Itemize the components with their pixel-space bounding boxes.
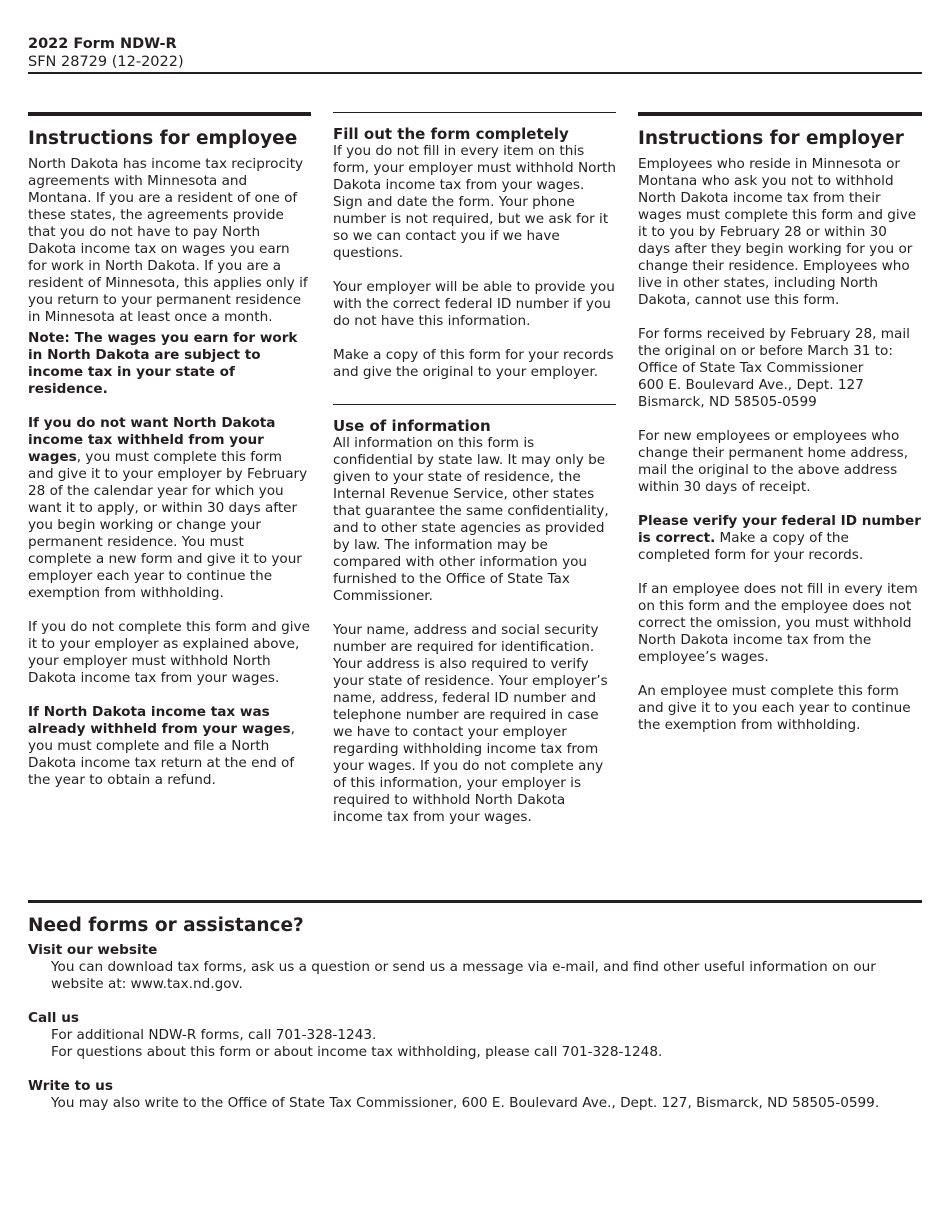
employee-no-withholding-rest: , you must complete this form and give it to your employer by February 28 of the calendar year for which you want it to apply, or within 30 days after you begin working or change your permanent residence. You must complete a new form and give it to your employer each year to continue the exemption from withholding. bbox=[28, 449, 308, 601]
website-label-text: Visit our website bbox=[28, 942, 158, 958]
form-title: 2022 Form NDW-R bbox=[28, 36, 177, 52]
employer-paragraph-1: Employees who reside in Minnesota or Montana who ask you not to withhold North Dakota income tax from their wages must complete this form and give it to you by February 28 or within 30 days after they begin working for you or change their residence. Employees who live in other states, including North Dakota, cannot use this form. bbox=[638, 156, 917, 308]
call-line-2: For questions about this form or about income tax withholding, please call 701-328-1248. bbox=[51, 1044, 663, 1060]
employer-paragraph-6: An employee must complete this form and give it to you each year to continue the exemption from withholding. bbox=[638, 683, 911, 733]
employee-not-completed: If you do not complete this form and give it to your employer as explained above, your employer must withhold North Dakota income tax from your wages. bbox=[28, 619, 310, 686]
employer-mailing-office: Office of State Tax Commissioner bbox=[638, 360, 864, 376]
employer-verify-id bbox=[638, 513, 922, 564]
employee-instructions-column bbox=[28, 112, 311, 789]
employee-no-withholding-bold: If you do not want North Dakota income tax withheld from your wages bbox=[28, 415, 276, 465]
call-line-1: For additional NDW-R forms, call 701-328-1243. bbox=[51, 1027, 377, 1043]
employer-mailing-instructions: For forms received by February 28, mail the original on or before March 31 to: bbox=[638, 326, 910, 359]
write-label-text: Write to us bbox=[28, 1078, 113, 1094]
employee-heading: Instructions for employee bbox=[28, 128, 298, 149]
fill-paragraph-3: Make a copy of this form for your records and give the original to your employer. bbox=[333, 347, 614, 380]
employer-verify-id-bold: Please verify your federal ID number is correct. bbox=[638, 513, 921, 546]
write-label bbox=[28, 1078, 922, 1095]
write-text: You may also write to the Office of State Tax Commissioner, 600 E. Boulevard Ave., Dept. 127, Bismarck, ND 58505-0599. bbox=[51, 1095, 880, 1111]
middle-column bbox=[333, 112, 616, 826]
call-label-text: Call us bbox=[28, 1010, 79, 1026]
use-heading: Use of information bbox=[333, 417, 491, 435]
assistance-heading: Need forms or assistance? bbox=[28, 915, 304, 936]
employer-verify-id-rest: Make a copy of the completed form for your records. bbox=[638, 530, 864, 563]
fill-paragraph-2: Your employer will be able to provide you with the correct federal ID number if you do not have this information. bbox=[333, 279, 615, 329]
call-label bbox=[28, 1010, 922, 1027]
employee-note bbox=[28, 330, 311, 398]
employer-mailing-city: Bismarck, ND 58505-0599 bbox=[638, 394, 817, 410]
employee-refund bbox=[28, 704, 311, 789]
employee-refund-bold: If North Dakota income tax was already withheld from your wages bbox=[28, 704, 291, 737]
employer-paragraph-3: For new employees or employees who change their permanent home address, mail the original to the above address within 30 days of receipt. bbox=[638, 428, 909, 495]
header-divider bbox=[28, 72, 922, 74]
fill-paragraph-1: If you do not fill in every item on this form, your employer must withhold North Dakota income tax from your wages. Sign and date the form. Your phone number is not required, but we ask for it so we can contact you if we have questions. bbox=[333, 143, 616, 261]
website-label bbox=[28, 942, 922, 959]
employee-note-text: Note: The wages you earn for work in North Dakota are subject to income tax in your state of residence. bbox=[28, 330, 298, 397]
fill-heading: Fill out the form completely bbox=[333, 125, 569, 143]
website-text: You can download tax forms, ask us a question or send us a message via e-mail, and find other useful information on our website at: www.tax.nd.gov. bbox=[51, 959, 876, 992]
form-number: SFN 28729 (12-2022) bbox=[28, 54, 184, 70]
employer-paragraph-5: If an employee does not fill in every item on this form and the employee does not correct the omission, you must withhold North Dakota income tax from the employee’s wages. bbox=[638, 581, 918, 665]
use-paragraph-1: All information on this form is confidential by state law. It may only be given to your state of residence, the Internal Revenue Service, other states that guarantee the same confidentiality, and to other state agencies as provided by law. The information may be compared with other information you furnished to the Office of State Tax Commissioner. bbox=[333, 435, 609, 604]
employee-no-withholding bbox=[28, 415, 311, 602]
employer-heading: Instructions for employer bbox=[638, 128, 904, 149]
employee-intro: North Dakota has income tax reciprocity agreements with Minnesota and Montana. If you are a resident of one of these states, the agreements provide that you do not have to pay North Dakota income tax on wages you earn for work in North Dakota. If you are a resident of Minnesota, this applies only if you return to your permanent residence in Minnesota at least once a month. bbox=[28, 156, 308, 325]
assistance-section bbox=[28, 900, 922, 1112]
employer-mailing-street: 600 E. Boulevard Ave., Dept. 127 bbox=[638, 377, 864, 393]
employer-instructions-column bbox=[638, 112, 922, 734]
employee-refund-rest: , you must complete and file a North Dakota income tax return at the end of the year to obtain a refund. bbox=[28, 721, 295, 788]
use-paragraph-2: Your name, address and social security number are required for identification. Your address is also required to verify your state of residence. Your employer’s name, address, federal ID number and telephone number are required in case we have to contact your employer regarding withholding income tax from your wages. If you do not complete any of this information, your employer is required to withhold North Dakota income tax from your wages. bbox=[333, 622, 608, 825]
